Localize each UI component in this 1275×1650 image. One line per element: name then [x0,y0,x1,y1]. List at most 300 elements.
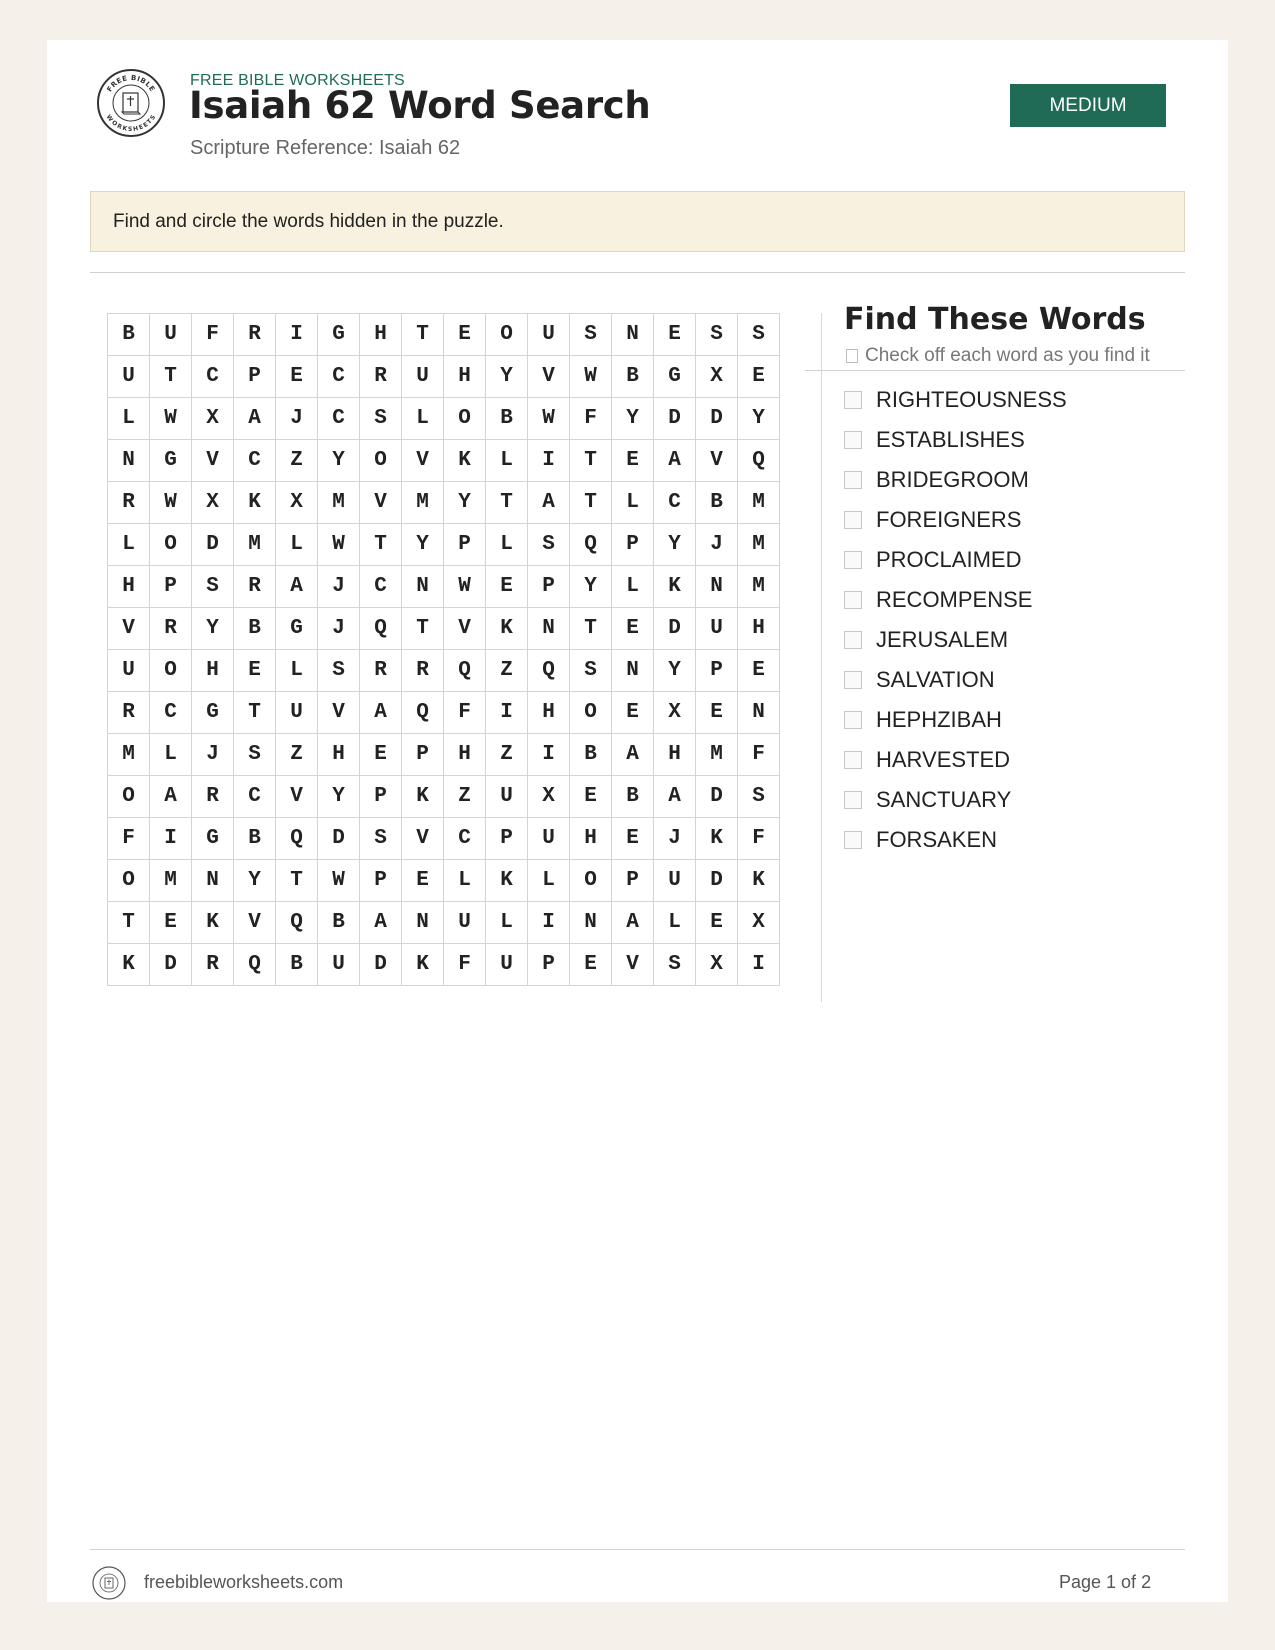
grid-cell[interactable]: T [570,440,612,482]
grid-cell[interactable]: M [234,524,276,566]
word-checkbox[interactable] [844,471,862,489]
grid-cell[interactable]: E [738,650,780,692]
grid-cell[interactable]: U [528,818,570,860]
grid-cell[interactable]: K [486,608,528,650]
grid-cell[interactable]: E [150,902,192,944]
grid-cell[interactable]: J [276,398,318,440]
grid-cell[interactable]: L [528,860,570,902]
grid-cell[interactable]: P [612,524,654,566]
column-divider [821,313,822,1002]
grid-cell[interactable]: G [150,440,192,482]
grid-cell[interactable]: P [486,818,528,860]
grid-cell[interactable]: N [738,692,780,734]
grid-cell[interactable]: I [528,902,570,944]
grid-cell[interactable]: M [696,734,738,776]
grid-cell[interactable]: M [150,860,192,902]
grid-cell[interactable]: V [444,608,486,650]
grid-cell[interactable]: E [612,608,654,650]
grid-cell[interactable]: A [612,902,654,944]
grid-cell[interactable]: C [234,440,276,482]
instruction-text: Find and circle the words hidden in the puzzle. [113,210,504,232]
grid-cell[interactable]: T [402,314,444,356]
grid-cell[interactable]: Q [276,818,318,860]
word-checkbox[interactable] [844,551,862,569]
grid-cell[interactable]: N [402,902,444,944]
grid-cell[interactable]: Z [276,440,318,482]
grid-cell[interactable]: H [192,650,234,692]
grid-cell[interactable]: S [654,944,696,986]
grid-cell[interactable]: H [654,734,696,776]
grid-cell[interactable]: I [276,314,318,356]
grid-cell[interactable]: U [444,902,486,944]
grid-cell[interactable]: F [444,944,486,986]
word-checkbox[interactable] [844,591,862,609]
word-checkbox[interactable] [844,711,862,729]
grid-cell[interactable]: R [234,566,276,608]
grid-cell[interactable]: P [612,860,654,902]
grid-cell[interactable]: J [318,566,360,608]
grid-cell[interactable]: W [528,398,570,440]
grid-cell[interactable]: J [192,734,234,776]
grid-cell[interactable]: A [612,734,654,776]
grid-cell[interactable]: U [486,944,528,986]
grid-cell[interactable]: E [360,734,402,776]
word-label: HARVESTED [876,747,1011,772]
grid-cell[interactable]: N [528,608,570,650]
grid-cell[interactable]: E [402,860,444,902]
grid-cell[interactable]: I [150,818,192,860]
grid-cell[interactable]: M [738,482,780,524]
grid-cell[interactable]: K [402,776,444,818]
grid-cell[interactable]: D [654,398,696,440]
grid-cell[interactable]: M [108,734,150,776]
grid-cell[interactable]: B [108,314,150,356]
grid-cell[interactable]: V [192,440,234,482]
word-checkbox[interactable] [844,511,862,529]
grid-cell[interactable]: U [654,860,696,902]
grid-cell[interactable]: Y [486,356,528,398]
grid-cell[interactable]: Y [318,776,360,818]
grid-cell[interactable]: C [234,776,276,818]
word-label: FOREIGNERS [876,507,1022,532]
grid-cell[interactable]: U [108,356,150,398]
grid-cell[interactable]: T [150,356,192,398]
grid-cell[interactable]: F [192,314,234,356]
grid-cell[interactable]: L [402,398,444,440]
word-list-hint [844,345,1150,367]
grid-cell[interactable]: F [738,734,780,776]
grid-cell[interactable]: X [192,398,234,440]
word-checkbox[interactable] [844,671,862,689]
grid-cell[interactable]: L [108,398,150,440]
grid-cell[interactable]: F [570,398,612,440]
word-label: JERUSALEM [876,627,1009,652]
grid-cell[interactable]: R [108,482,150,524]
grid-cell[interactable]: L [108,524,150,566]
grid-cell[interactable]: B [612,356,654,398]
grid-cell[interactable]: Y [654,524,696,566]
grid-cell[interactable]: U [108,650,150,692]
grid-cell[interactable]: A [276,566,318,608]
grid-cell[interactable]: L [276,650,318,692]
grid-cell[interactable]: B [234,818,276,860]
grid-cell[interactable]: S [570,650,612,692]
grid-cell[interactable]: R [234,314,276,356]
grid-cell[interactable]: Z [444,776,486,818]
grid-cell[interactable]: F [444,692,486,734]
grid-cell[interactable]: Y [570,566,612,608]
grid-cell[interactable]: I [528,734,570,776]
grid-cell[interactable]: T [276,860,318,902]
grid-cell[interactable]: W [318,524,360,566]
grid-cell[interactable]: Y [192,608,234,650]
grid-cell[interactable]: I [486,692,528,734]
word-label: PROCLAIMED [876,547,1022,572]
grid-cell[interactable]: K [402,944,444,986]
grid-cell[interactable]: X [696,356,738,398]
grid-cell[interactable]: V [696,440,738,482]
grid-cell[interactable]: X [528,776,570,818]
word-checkbox[interactable] [844,631,862,649]
grid-cell[interactable]: P [528,566,570,608]
grid-cell[interactable]: A [360,902,402,944]
grid-cell[interactable]: L [444,860,486,902]
grid-cell[interactable]: S [528,524,570,566]
grid-cell[interactable]: X [738,902,780,944]
word-checkbox[interactable] [844,791,862,809]
grid-cell[interactable]: H [360,314,402,356]
grid-cell[interactable]: A [528,482,570,524]
grid-cell[interactable]: J [318,608,360,650]
grid-cell[interactable]: Q [234,944,276,986]
grid-row [108,524,780,566]
word-list [844,380,1185,860]
grid-cell[interactable]: U [696,608,738,650]
grid-cell[interactable]: Q [528,650,570,692]
grid-cell[interactable]: S [234,734,276,776]
grid-cell[interactable]: Q [570,524,612,566]
grid-cell[interactable]: M [318,482,360,524]
grid-cell[interactable]: T [486,482,528,524]
grid-cell[interactable]: V [276,776,318,818]
grid-cell[interactable]: N [612,314,654,356]
grid-cell[interactable]: H [738,608,780,650]
grid-cell[interactable]: S [738,314,780,356]
grid-cell[interactable]: W [444,566,486,608]
grid-cell[interactable]: U [276,692,318,734]
grid-cell[interactable]: K [486,860,528,902]
word-item [844,500,1185,540]
grid-cell[interactable]: E [612,692,654,734]
grid-cell[interactable]: S [570,314,612,356]
grid-cell[interactable]: N [696,566,738,608]
grid-cell[interactable]: P [150,566,192,608]
grid-cell[interactable]: A [360,692,402,734]
footer-divider [90,1549,1185,1550]
grid-cell[interactable]: V [108,608,150,650]
grid-cell[interactable]: F [108,818,150,860]
grid-cell[interactable]: A [150,776,192,818]
grid-cell[interactable]: R [402,650,444,692]
grid-cell[interactable]: K [192,902,234,944]
grid-cell[interactable]: S [360,398,402,440]
grid-cell[interactable]: P [528,944,570,986]
grid-cell[interactable]: A [654,776,696,818]
grid-cell[interactable]: M [738,566,780,608]
grid-cell[interactable]: S [696,314,738,356]
grid-cell[interactable]: G [192,818,234,860]
grid-row [108,650,780,692]
grid-cell[interactable]: T [570,482,612,524]
grid-cell[interactable]: N [192,860,234,902]
grid-cell[interactable]: P [234,356,276,398]
grid-cell[interactable]: N [108,440,150,482]
grid-cell[interactable]: E [276,356,318,398]
grid-cell[interactable]: E [738,356,780,398]
grid-cell[interactable]: L [486,902,528,944]
grid-cell[interactable]: P [402,734,444,776]
grid-cell[interactable]: E [570,944,612,986]
grid-cell[interactable]: H [444,734,486,776]
grid-cell[interactable]: E [234,650,276,692]
grid-cell[interactable]: O [570,692,612,734]
grid-cell[interactable]: R [150,608,192,650]
grid-cell[interactable]: D [696,776,738,818]
grid-cell[interactable]: Q [402,692,444,734]
grid-cell[interactable]: O [444,398,486,440]
grid-cell[interactable]: Y [444,482,486,524]
grid-cell[interactable]: B [570,734,612,776]
grid-cell[interactable]: N [570,902,612,944]
grid-cell[interactable]: P [444,524,486,566]
grid-cell[interactable]: H [570,818,612,860]
grid-row [108,566,780,608]
grid-cell[interactable]: L [612,482,654,524]
grid-cell[interactable]: E [570,776,612,818]
grid-cell[interactable]: B [696,482,738,524]
grid-cell[interactable]: C [654,482,696,524]
word-label: BRIDEGROOM [876,467,1029,492]
grid-cell[interactable]: Y [234,860,276,902]
page-title: Isaiah 62 Word Search [189,84,651,127]
grid-cell[interactable]: A [654,440,696,482]
grid-cell[interactable]: K [696,818,738,860]
word-list-divider [805,370,1185,371]
checkbox-icon [846,349,858,363]
grid-cell[interactable]: L [486,440,528,482]
grid-cell[interactable]: O [486,314,528,356]
grid-cell[interactable]: H [528,692,570,734]
grid-cell[interactable]: V [402,440,444,482]
grid-cell[interactable]: S [360,818,402,860]
grid-row [108,608,780,650]
grid-cell[interactable]: V [318,692,360,734]
grid-cell[interactable]: D [696,860,738,902]
grid-cell[interactable]: Y [402,524,444,566]
grid-cell[interactable]: F [738,818,780,860]
header-divider [90,272,1185,273]
grid-cell[interactable]: N [402,566,444,608]
grid-cell[interactable]: E [654,314,696,356]
word-checkbox[interactable] [844,431,862,449]
grid-cell[interactable]: O [108,776,150,818]
grid-cell[interactable]: D [150,944,192,986]
grid-cell[interactable]: U [486,776,528,818]
grid-cell[interactable]: L [276,524,318,566]
grid-cell[interactable]: O [108,860,150,902]
grid-cell[interactable]: Y [318,440,360,482]
grid-cell[interactable]: V [402,818,444,860]
grid-cell[interactable]: D [696,398,738,440]
grid-cell[interactable]: L [150,734,192,776]
grid-cell[interactable]: E [444,314,486,356]
grid-cell[interactable]: R [192,944,234,986]
grid-cell[interactable]: Z [486,650,528,692]
grid-row [108,398,780,440]
grid-cell[interactable]: K [654,566,696,608]
grid-cell[interactable]: T [108,902,150,944]
grid-cell[interactable]: T [570,608,612,650]
grid-cell[interactable]: V [528,356,570,398]
word-label: RECOMPENSE [876,587,1033,612]
word-checkbox[interactable] [844,751,862,769]
grid-cell[interactable]: Z [276,734,318,776]
grid-cell[interactable]: M [402,482,444,524]
grid-cell[interactable]: V [612,944,654,986]
grid-cell[interactable]: Q [360,608,402,650]
logo-text-top: FREE BIBLE [105,73,157,94]
grid-cell[interactable]: I [528,440,570,482]
grid-cell[interactable]: L [654,902,696,944]
grid-cell[interactable]: R [108,692,150,734]
grid-cell[interactable]: G [276,608,318,650]
grid-cell[interactable]: X [696,944,738,986]
grid-cell[interactable]: S [738,776,780,818]
grid-cell[interactable]: Y [654,650,696,692]
grid-cell[interactable]: B [318,902,360,944]
grid-cell[interactable]: R [360,650,402,692]
grid-cell[interactable]: C [360,566,402,608]
grid-cell[interactable]: G [654,356,696,398]
grid-cell[interactable]: A [234,398,276,440]
grid-cell[interactable]: O [150,524,192,566]
grid-cell[interactable]: R [192,776,234,818]
grid-cell[interactable]: W [150,482,192,524]
grid-cell[interactable]: N [612,650,654,692]
word-item [844,540,1185,580]
grid-cell[interactable]: K [108,944,150,986]
grid-cell[interactable]: O [150,650,192,692]
grid-cell[interactable]: J [654,818,696,860]
grid-cell[interactable]: I [738,944,780,986]
grid-cell[interactable]: E [696,692,738,734]
grid-cell[interactable]: T [402,608,444,650]
word-item [844,660,1185,700]
grid-cell[interactable]: K [738,860,780,902]
grid-cell[interactable]: K [444,440,486,482]
grid-cell[interactable]: V [360,482,402,524]
grid-cell[interactable]: Z [486,734,528,776]
grid-cell[interactable]: Q [738,440,780,482]
grid-cell[interactable]: W [318,860,360,902]
grid-cell[interactable]: D [654,608,696,650]
grid-cell[interactable]: X [654,692,696,734]
grid-cell[interactable]: Y [612,398,654,440]
grid-cell[interactable]: D [192,524,234,566]
grid-cell[interactable]: L [486,524,528,566]
page-number: Page 1 of 2 [1059,1572,1152,1592]
grid-cell[interactable]: O [360,440,402,482]
word-checkbox[interactable] [844,831,862,849]
grid-cell[interactable]: H [444,356,486,398]
grid-cell[interactable]: B [486,398,528,440]
grid-row [108,734,780,776]
grid-cell[interactable]: Y [738,398,780,440]
grid-cell[interactable]: T [234,692,276,734]
word-item [844,460,1185,500]
word-checkbox[interactable] [844,391,862,409]
grid-cell[interactable]: P [360,776,402,818]
grid-cell[interactable]: J [696,524,738,566]
grid-cell[interactable]: W [150,398,192,440]
grid-cell[interactable]: C [444,818,486,860]
grid-cell[interactable]: T [360,524,402,566]
grid-cell[interactable]: D [360,944,402,986]
grid-cell[interactable]: O [570,860,612,902]
grid-cell[interactable]: E [612,440,654,482]
grid-cell[interactable]: V [234,902,276,944]
grid-cell[interactable]: H [108,566,150,608]
grid-cell[interactable]: B [612,776,654,818]
grid-cell[interactable]: W [570,356,612,398]
grid-cell[interactable]: H [318,734,360,776]
grid-cell[interactable]: Q [444,650,486,692]
grid-row [108,440,780,482]
worksheet-page [47,40,1228,1602]
grid-cell[interactable]: G [318,314,360,356]
grid-cell[interactable]: U [150,314,192,356]
grid-cell[interactable]: G [192,692,234,734]
grid-cell[interactable]: B [276,944,318,986]
grid-cell[interactable]: P [696,650,738,692]
grid-cell[interactable]: U [318,944,360,986]
grid-cell[interactable]: C [192,356,234,398]
grid-cell[interactable]: U [402,356,444,398]
grid-cell[interactable]: R [360,356,402,398]
grid-cell[interactable]: C [318,398,360,440]
grid-cell[interactable]: E [696,902,738,944]
word-search-grid [107,313,780,986]
grid-cell[interactable]: P [360,860,402,902]
grid-cell[interactable]: D [318,818,360,860]
grid-row [108,860,780,902]
grid-cell[interactable]: X [192,482,234,524]
grid-cell[interactable]: Q [276,902,318,944]
grid-cell[interactable]: S [192,566,234,608]
grid-cell[interactable]: L [612,566,654,608]
grid-cell[interactable]: C [150,692,192,734]
grid-cell[interactable]: U [528,314,570,356]
grid-cell[interactable]: B [234,608,276,650]
grid-cell[interactable]: E [612,818,654,860]
grid-cell[interactable]: C [318,356,360,398]
grid-cell[interactable]: S [318,650,360,692]
grid-cell[interactable]: E [486,566,528,608]
grid-cell[interactable]: X [276,482,318,524]
word-item [844,700,1185,740]
grid-cell[interactable]: K [234,482,276,524]
grid-cell[interactable]: M [738,524,780,566]
